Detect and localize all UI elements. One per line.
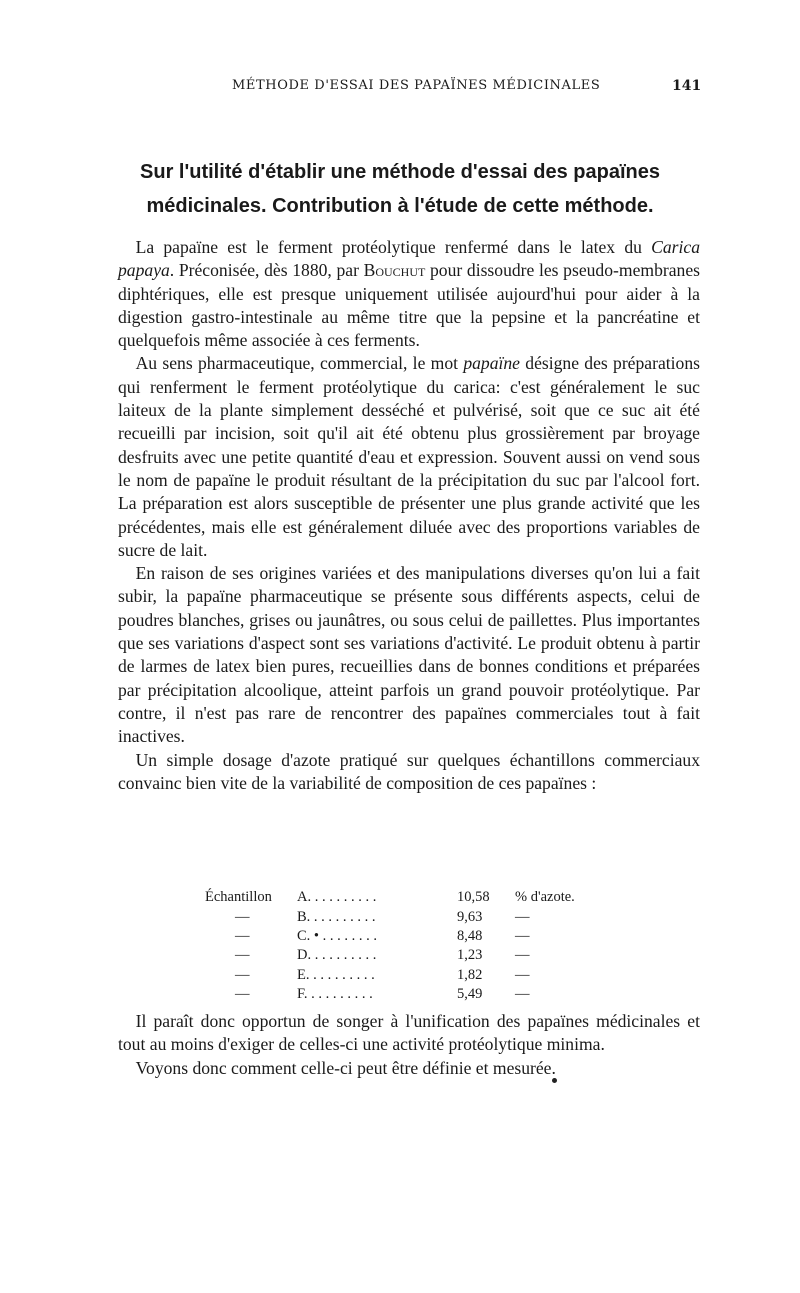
nitrogen-value: 8,48 <box>457 927 483 944</box>
nitrogen-value: 5,49 <box>457 986 483 1003</box>
body-text-lower <box>118 1010 700 1080</box>
table-row <box>205 907 605 926</box>
unit-label: % d'azote. <box>515 889 575 906</box>
nitrogen-table-body <box>205 888 605 1004</box>
ditto-mark: — <box>515 986 530 1003</box>
article-title: Sur l'utilité d'établir une méthode d'essai des papaïnes médicinales. Contribution à l'étude de cette méthode. <box>140 161 660 217</box>
nitrogen-value: 9,63 <box>457 908 483 925</box>
author-name: Bouchut <box>363 260 426 281</box>
sample-letter: D. . . . . . . . . . <box>297 947 377 964</box>
table-row <box>205 966 605 985</box>
sample-letter: B. . . . . . . . . . <box>297 908 376 925</box>
ditto-mark: — <box>235 966 250 983</box>
ditto-mark: — <box>235 986 250 1003</box>
running-head <box>0 78 800 98</box>
ditto-mark: — <box>235 927 250 944</box>
ditto-mark: — <box>515 908 530 925</box>
ditto-mark: — <box>235 908 250 925</box>
sample-letter: A. . . . . . . . . . <box>297 889 377 906</box>
running-title: MÉTHODE D'ESSAI DES PAPAÏNES MÉDICINALES <box>232 78 601 93</box>
sample-letter: E. . . . . . . . . . <box>297 966 375 983</box>
nitrogen-table <box>205 888 605 1004</box>
paragraph-4: Un simple dosage d'azote pratiqué sur quelques échantillons commerciaux convainc bien vite de la variabilité de composition de ces papaïnes : <box>118 749 700 793</box>
table-row <box>205 985 605 1004</box>
nitrogen-value: 1,82 <box>457 966 483 983</box>
ditto-mark: — <box>515 947 530 964</box>
sample-letter: F. . . . . . . . . . <box>297 986 373 1003</box>
ditto-mark: — <box>235 947 250 964</box>
table-row <box>205 946 605 965</box>
paragraph-1: La papaïne est le ferment protéolytique renfermé dans le latex du Carica papaya. Préconisée, dès 1880, par Bouchut pour dissoudre les pseudo-membranes diphtériques, elle est presque uniquement utilisée aujourd'hui pour aider à la digestion gastro-intestinale au même titre que la pepsine et la pancréatine et quelquefois même associée à ces ferments. <box>118 237 700 351</box>
term-papaine: papaïne <box>463 353 520 374</box>
nitrogen-value: 10,58 <box>457 889 490 906</box>
species-name: Carica papaya <box>118 237 700 281</box>
table-row <box>205 927 605 946</box>
paragraph-6: Voyons donc comment celle-ci peut être définie et mesurée. <box>135 1057 556 1078</box>
sample-letter: C. • . . . . . . . . <box>297 927 377 944</box>
body-text-upper <box>118 236 700 795</box>
paragraph-2: Au sens pharmaceutique, commercial, le mot papaïne désigne des préparations qui renferment le ferment protéolytique du carica: c'est généralement le suc laiteux de la plante simplement desséché et pulvérisé, soit que ce suc ait été recueilli par incision, soit qu'il ait été obtenu plus grossièrement par broyage desfruits avec une petite quantité d'eau et expression. Souvent aussi on vend sous le nom de papaïne le produit résultant de la précipitation du suc par l'alcool fort. La préparation est alors susceptible de présenter une plus grande activité que les précédentes, mais elle est généralement diluée avec des proportions variables de sucre de lait. <box>118 353 700 560</box>
nitrogen-value: 1,23 <box>457 947 483 964</box>
paragraph-3: En raison de ses origines variées et des manipulations diverses qu'on lui a fait subir, la papaïne pharmaceutique se présente sous différents aspects, celui de poudres blanches, grises ou jaunâtres, ou sous celui de paillettes. Plus importantes que ses variations d'aspect sont ses variations d'activité. Le produit obtenu à partir de larmes de latex bien pures, recueillies dans de bonnes conditions et préparées par précipitation alcoolique, atteint parfois un grand pouvoir protéolytique. Par contre, il n'est pas rare de rencontrer des papaïnes commerciales tout à fait inactives. <box>118 563 700 747</box>
table-row <box>205 888 605 907</box>
ditto-mark: — <box>515 927 530 944</box>
sample-label: Échantillon <box>205 889 272 906</box>
paragraph-5: Il paraît donc opportun de songer à l'unification des papaïnes médicinales et tout au moins d'exiger de celles-ci une activité protéolytique minima. <box>118 1011 700 1055</box>
ink-speck <box>552 1078 557 1083</box>
ditto-mark: — <box>515 966 530 983</box>
page-number: 141 <box>672 78 702 94</box>
